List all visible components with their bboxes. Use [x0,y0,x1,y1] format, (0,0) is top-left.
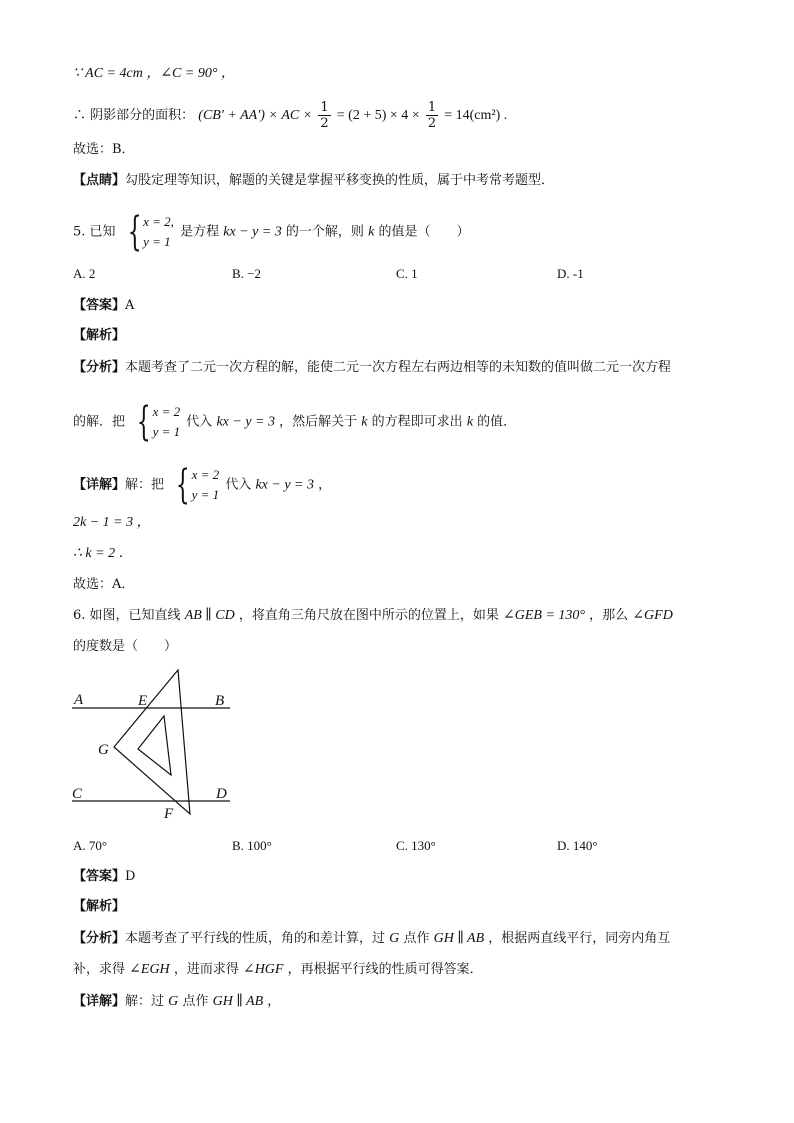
q6-angle-geb: ∠GEB = 130° [503,608,586,623]
q5-stem-b: 的一个解，则 [285,224,364,240]
q5-system: { x = 2, y = 1 [127,209,174,255]
q6-fenxi-1b: 点作 [403,931,430,946]
half-fraction-2: $\frac{1}{2}$ [427,100,437,131]
answer-tag: 【答案】 [73,298,126,313]
detail-sys-row2: y = 1 [191,487,220,502]
q6-fenxi-tag: 【分析】 [73,931,126,946]
prev-area-expr-c: = 14(cm²) . [444,108,508,123]
q6-stem-line1 [73,606,673,626]
q6-fenxi-gh-ab: GH ∥ AB [433,931,485,946]
q5-option-b: B. −2 [232,266,262,281]
q6-stem-1a: 6. 如图，已知直线 [73,608,181,623]
q6-fenxi-line2 [73,960,483,980]
detail-tag: 【详解】 [73,477,126,493]
label-g: G [98,742,109,758]
q5-choose: 故选：A． [73,577,135,592]
q6-stem-1b: ，将直角三角尺放在图中所示的位置上，如果 [238,608,499,623]
answer-value: A [125,298,135,313]
q5-fenxi-line1 [73,358,671,378]
q6-angle-egh: ∠EGH [129,962,170,977]
prev-choose: 故选：B． [73,142,135,157]
q6-fenxi-1c: ，根据两直线平行，同旁内角互 [488,931,671,946]
q5-stem-c: 的值是（ ） [378,224,470,240]
q6-detail-line [73,992,280,1012]
comment-text: 勾股定理等知识，解题的关键是掌握平移变换的性质，属于中考常考题型． [125,173,555,188]
detail-text-c: ， [318,477,332,493]
q5-sys-row1: x = 2, [143,214,174,229]
triangle-outer [114,670,190,814]
prev-area-expr-a: (CB′ + AA′) × AC × [198,108,313,123]
q5-k: k [368,224,375,240]
label-e: E [138,693,148,709]
q6-answer [73,867,135,887]
q6-fenxi-2b: ，进而求得 [173,962,239,977]
q6-fenxi-g: G [389,931,400,946]
q5-detail-line [73,462,332,508]
q5-stem-prefix: 5. 已知 [73,224,116,240]
detail-sys-row1: x = 2 [191,467,220,482]
fenxi-text2b: 代入 [186,414,213,430]
q6-detail-gh-ab: GH ∥ AB [212,994,264,1009]
q6-fenxi-1a: 本题考查了平行线的性质，角的和差计算，过 [125,931,386,946]
q6-stem-1c: ，那么 [589,608,629,623]
q5-sys-row2: y = 1 [143,234,171,249]
q5-option-a: A. 2 [73,266,96,281]
q6-detail-tag: 【详解】 [73,994,126,1009]
q5-equation: kx − y = 3 [223,224,282,240]
q6-answer-value: D [125,869,136,884]
prev-comment [73,171,554,191]
label-c: C [72,786,83,802]
q6-detail-c: ， [267,994,281,1009]
q6-detail-g: G [168,994,179,1009]
q5-option-c: C. 1 [396,266,418,281]
fenxi-text1: 本题考查了二元一次方程的解，能使二元一次方程左右两边相等的未知数的值叫做二元一次方程 [125,360,672,375]
q5-detail-system: { x = 2 y = 1 [175,462,220,508]
label-f: F [164,806,174,822]
prev-area-expr-b: = (2 + 5) × 4 × [336,108,420,123]
q6-option-a: A. 70° [73,838,108,853]
prev-area-line [73,100,507,131]
q6-stem-line2: 的度数是（ ） [73,639,178,654]
q6-figure [60,664,260,824]
q6-analysis-tag: 【解析】 [73,899,126,914]
q6-fenxi-2a: 补，求得 [73,962,126,977]
fenxi-text2c: ，然后解关于 [279,414,358,430]
fenxi-k2: k [466,414,474,430]
q5-stem-a: 是方程 [180,224,220,240]
q5-analysis-tag: 【解析】 [73,328,126,343]
q5-stem [73,209,470,255]
fenxi-tag: 【分析】 [73,360,126,375]
detail-text-b: 代入 [225,477,252,493]
q6-answer-tag: 【答案】 [73,869,126,884]
detail-text-a: 解：把 [125,477,165,493]
q6-angle-hgf: ∠HGF [242,962,284,977]
label-d: D [216,786,227,802]
q5-fenxi-line2 [73,399,517,445]
q6-option-b: B. 100° [232,838,272,853]
comment-tag: 【点睛】 [73,173,126,188]
prev-given-text: ∵ AC = 4cm ，∠C = 90° ， [73,66,235,81]
q6-option-c: C. 130° [396,838,436,853]
fenxi-equation: kx − y = 3 [216,414,275,430]
q5-option-d: D. -1 [557,266,584,281]
q6-fenxi-2c: ，再根据平行线的性质可得答案． [287,962,483,977]
q6-option-d: D. 140° [557,838,598,853]
q6-angle-gfd: ∠GFD [632,608,673,623]
fenxi-text2a: 的解．把 [73,414,126,430]
q5-answer [73,296,134,316]
prev-area-prefix: ∴ 阴影部分的面积： [73,108,195,123]
fenxi-sys-row1: x = 2 [152,404,181,419]
q6-fenxi-line1 [73,929,670,949]
detail-equation: kx − y = 3 [255,477,315,493]
q5-step2: ∴ k = 2 ． [73,546,133,561]
q6-detail-b: 点作 [182,994,209,1009]
label-b: B [215,693,225,709]
triangle-inner [138,716,171,775]
q5-fenxi-system: { x = 2 y = 1 [136,399,181,445]
label-a: A [74,692,84,708]
fenxi-text2d: 的方程即可求出 [371,414,463,430]
q6-ab-cd: AB ∥ CD [184,608,235,623]
fenxi-k1: k [361,414,368,430]
fenxi-text2e: 的值． [477,414,517,430]
prev-given-line [73,64,235,84]
half-fraction-1: $\frac{1}{2}$ [320,100,329,131]
fenxi-sys-row2: y = 1 [152,424,181,439]
q5-step1: 2k − 1 = 3 ， [73,515,151,530]
q6-detail-a: 解：过 [125,994,165,1009]
